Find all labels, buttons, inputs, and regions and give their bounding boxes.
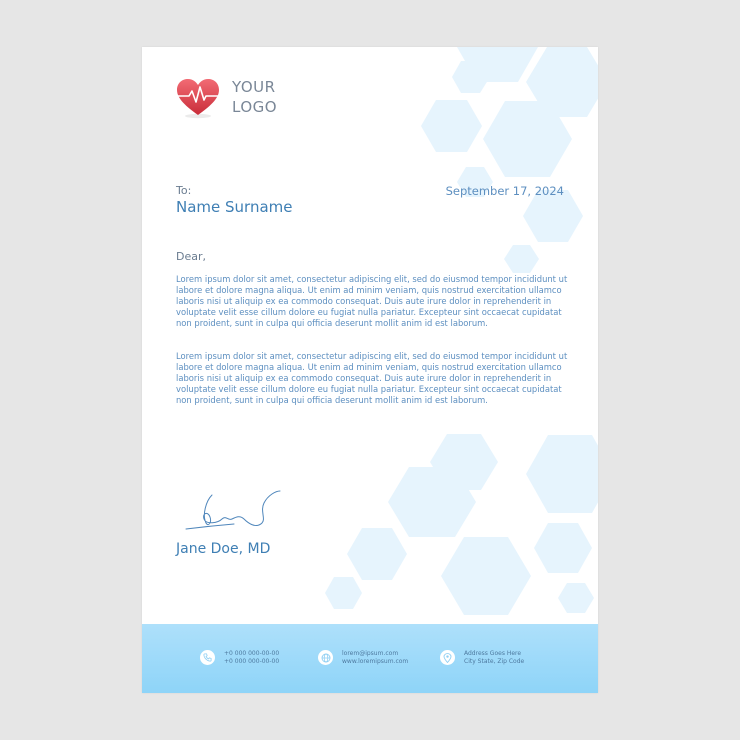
globe-icon xyxy=(318,650,333,665)
logo-line-1: YOUR xyxy=(232,78,276,96)
hexagon xyxy=(325,577,362,609)
phone-numbers xyxy=(224,650,279,665)
phone-icon xyxy=(200,650,215,665)
body-paragraph-2: Lorem ipsum dolor sit amet, consectetur adipiscing elit, sed do eiusmod tempor incididunt ut labore et dolore magna aliqua. Ut enim ad minim veniam, quis nostrud exercitation ullamco laboris nisi ut aliquip ex ea commodo consequat. Duis aute irure dolor in reprehenderit in voluptate velit esse cillum dolore eu fugiat nulla pariatur. Excepteur sint occaecat cupidatat non proident, sunt in culpa qui officia deserunt mollit anim id est laborum. xyxy=(176,351,568,405)
logo-text xyxy=(232,77,277,117)
location-pin-icon xyxy=(440,650,455,665)
website-text: www.loremipsum.com xyxy=(342,657,409,665)
footer-bar xyxy=(142,624,598,693)
hexagon xyxy=(504,245,539,273)
address-line-2: City State, Zip Code xyxy=(464,657,525,665)
phone-line-1: +0 000 000-00-00 xyxy=(224,650,280,657)
recipient-name: Name Surname xyxy=(176,198,293,216)
address-text xyxy=(464,650,524,665)
logo-line-2: LOGO xyxy=(232,98,278,116)
signature xyxy=(182,487,286,535)
to-label: To: xyxy=(176,184,192,197)
letter-date: September 17, 2024 xyxy=(445,184,564,198)
signer-name: Jane Doe, MD xyxy=(176,541,271,557)
heart-icon xyxy=(175,77,221,119)
web-contacts xyxy=(342,650,408,665)
footer-web xyxy=(318,650,408,665)
address-line-1: Address Goes Here xyxy=(464,650,522,657)
hexagon xyxy=(421,100,482,152)
footer-phone xyxy=(200,650,279,665)
body-paragraph-1: Lorem ipsum dolor sit amet, consectetur adipiscing elit, sed do eiusmod tempor incididunt ut labore et dolore magna aliqua. Ut enim ad minim veniam, quis nostrud exercitation ullamco laboris nisi ut aliquip ex ea commodo consequat. Duis aute irure dolor in reprehenderit in voluptate velit esse cillum dolore eu fugiat nulla pariatur. Excepteur sint occaecat cupidatat non proident, sunt in culpa qui officia deserunt mollit anim id est laborum. xyxy=(176,274,568,328)
footer-address xyxy=(440,650,524,665)
hexagon xyxy=(526,435,598,513)
email-text: lorem@ipsum.com xyxy=(342,650,399,657)
hexagon xyxy=(441,537,531,615)
greeting: Dear, xyxy=(176,250,206,263)
hexagon xyxy=(347,528,407,580)
hexagon xyxy=(534,523,592,573)
phone-line-2: +0 000 000-00-00 xyxy=(224,657,280,665)
hexagon xyxy=(558,583,594,613)
letterhead-page xyxy=(142,47,598,693)
